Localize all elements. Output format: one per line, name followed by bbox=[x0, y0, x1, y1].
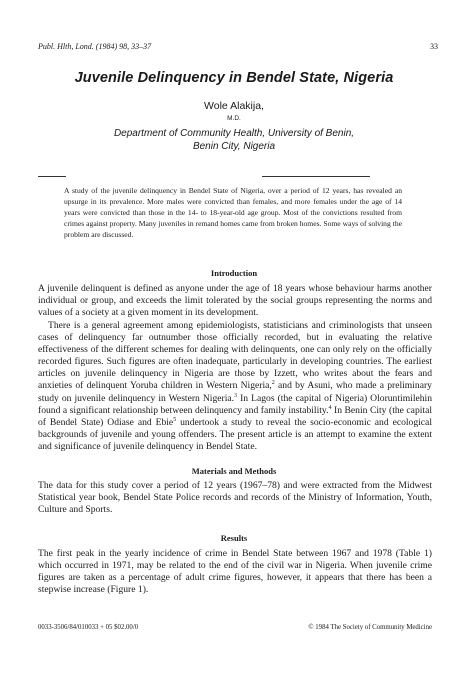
divider-rule-right bbox=[262, 176, 370, 177]
citation-marker: 2 bbox=[271, 380, 275, 387]
footer-copyright: © 1984 The Society of Community Medicine bbox=[308, 624, 432, 631]
introduction-heading: Introduction bbox=[210, 268, 258, 278]
page-number: 33 bbox=[430, 42, 438, 51]
methods-paragraph-1: The data for this study cover a period of 12 years (1967–78) and were extracted from the Midwest Statistical year book, Bendel State Police records and records of the Ministry of Information, Youth, Culture and Sports. bbox=[38, 480, 432, 516]
intro-text-b: and by Asuni, who made a preliminary study on juvenile delinquency in Western Nigeria. bbox=[38, 380, 432, 404]
author-degree: M.D. bbox=[227, 115, 241, 122]
methods-heading: Materials and Methods bbox=[191, 466, 277, 476]
article-title: Juvenile Delinquency in Bendel State, Nigeria bbox=[74, 70, 394, 86]
citation-marker: 4 bbox=[328, 404, 332, 411]
author-name: Wole Alakija, bbox=[204, 100, 264, 112]
journal-citation: Publ. Hlth, Lond. (1984) 98, 33–37 bbox=[38, 42, 152, 51]
intro-text-a: There is a general agreement among epidemiologists, statisticians and criminologists that unseen cases of delinquency far outnumber those officially recorded, but in evaluating the relative effectiveness of the different schemes for dealing with delinquents, one can only rely on the officially recorded figures. Such figures are often inadequate, particularly in developing countries. The earliest articles on juvenile delinquency in Nigeria are those by Izzett, who writes about the fears and anxieties of delinquent Yoruba children in Western Nigeria, bbox=[38, 320, 432, 392]
affiliation-line-2: Benin City, Nigeria bbox=[192, 141, 276, 152]
running-head bbox=[38, 42, 438, 51]
divider-rule-left bbox=[38, 176, 66, 177]
citation-marker: 3 bbox=[234, 392, 238, 399]
page-footer bbox=[38, 624, 432, 631]
abstract: A study of the juvenile delinquency in Bendel State of Nigeria, over a period of 12 years, has revealed an upsurge in its prevalence. More males were convicted than females, and more females under the age of 14 years were convicted than those in the 14- to 18-year-old age group. Most of the convictions resulted from crimes against property. Many juveniles in remand homes came from broken homes. Some ways of solving the problem are discussed. bbox=[64, 186, 402, 239]
citation-marker: 5 bbox=[173, 416, 177, 423]
introduction-paragraph-2 bbox=[38, 320, 432, 453]
author-affiliation bbox=[0, 127, 468, 153]
intro-text-c: In Lagos (the capital of Nigeria) Oloruntimilehin found a significant relationship between delinquency and family instability. bbox=[38, 392, 432, 416]
affiliation-line-1: Department of Community Health, University of Benin, bbox=[113, 128, 355, 139]
footer-code: 0033-3506/84/010033 + 05 $02.00/0 bbox=[38, 624, 139, 631]
intro-text-e: undertook a study to reveal the socio-economic and ecological backgrounds of juvenile and young offenders. The present article is an attempt to examine the extent and significance of juvenile delinquency in Bendel State. bbox=[38, 416, 432, 452]
results-heading: Results bbox=[220, 533, 248, 543]
results-paragraph-1: The first peak in the yearly incidence of crime in Bendel State between 1967 and 1978 (Table 1) which occurred in 1971, may be related to the end of the civil war in Nigeria. When juvenile crime figures are taken as a percentage of adult crime figures, however, it appears that there has been a stepwise increase (Figure 1). bbox=[38, 548, 432, 596]
introduction-paragraph-1: A juvenile delinquent is defined as anyone under the age of 18 years whose behaviour harms another individual or group, and exceeds the limit tolerated by the social groups representing the norms and values of a society at a given moment in its development. bbox=[38, 283, 432, 319]
intro-text-d: In Benin City (the capital of Bendel State) Odiase and Ebie bbox=[38, 404, 432, 428]
